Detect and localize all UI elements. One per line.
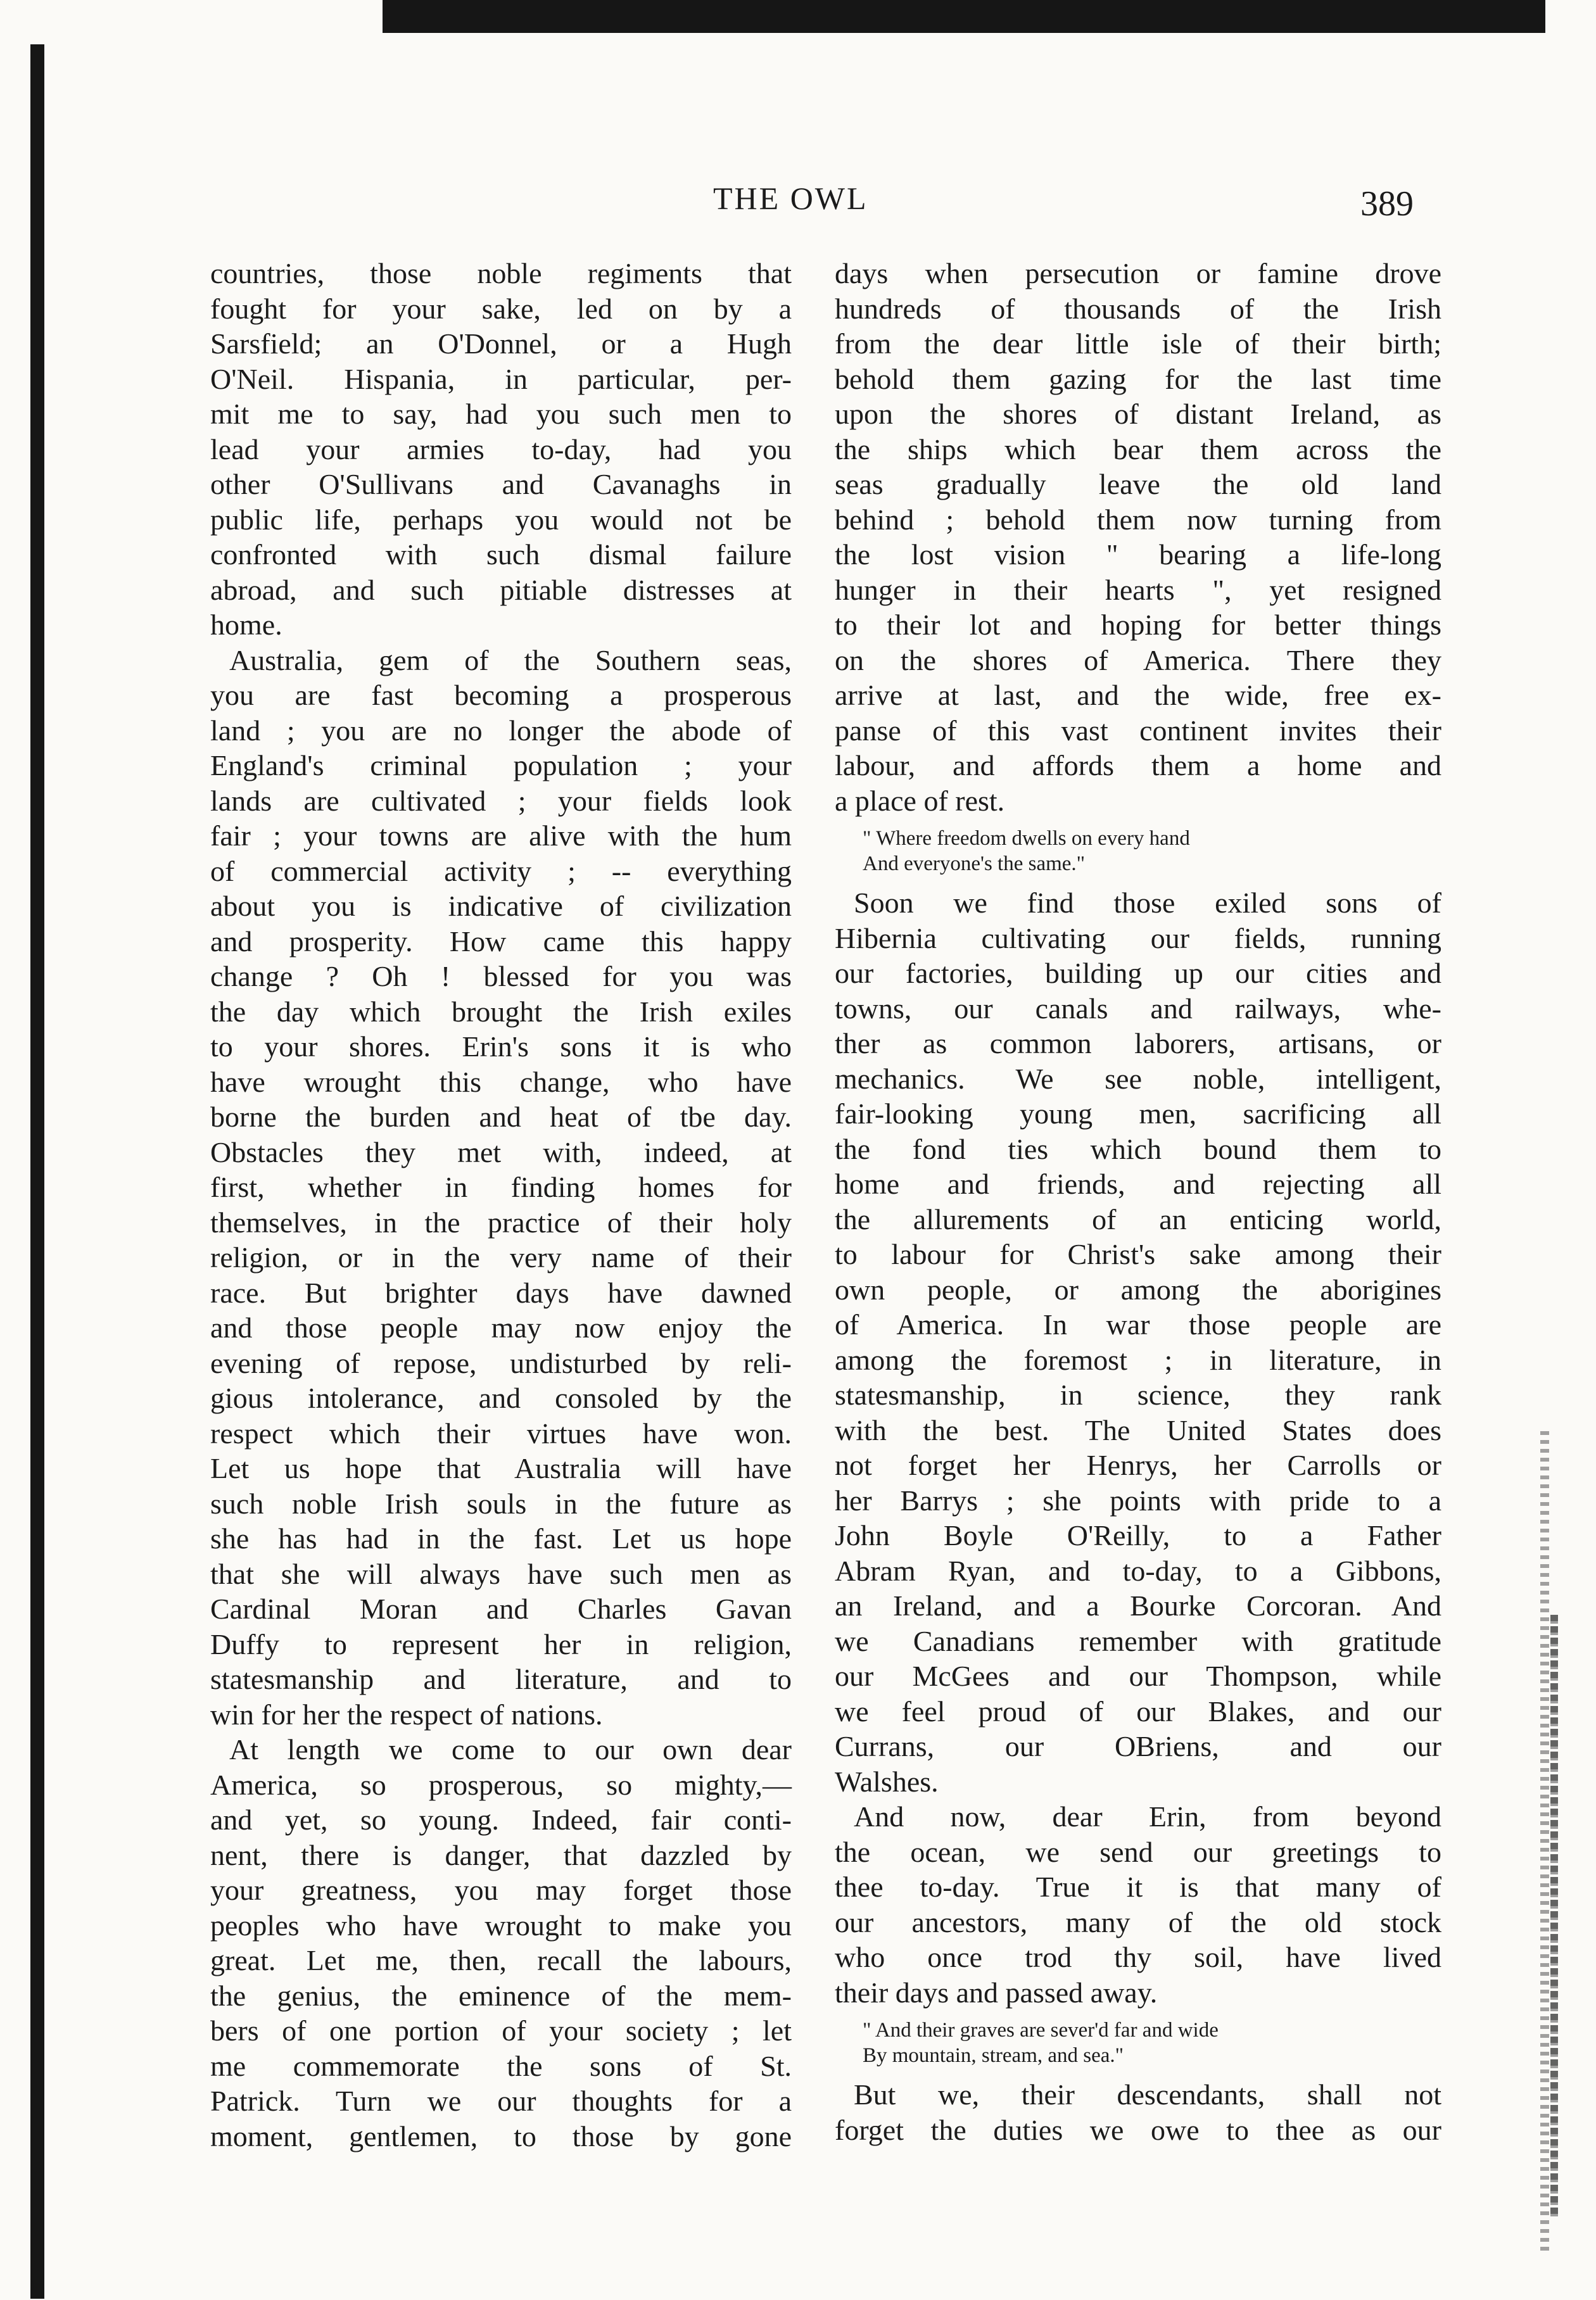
text-line: forget the duties we owe to thee as our: [835, 2113, 1441, 2146]
text-line: behind ; behold them now turning from: [835, 503, 1441, 536]
text-line: from the dear little isle of their birth;: [835, 327, 1441, 360]
text-line: not forget her Henrys, her Carrolls or: [835, 1449, 1441, 1481]
text-line: days when persecution or famine drove: [835, 257, 1441, 289]
verse-line: By mountain, stream, and sea.": [863, 2044, 1124, 2067]
text-line: fair ; your towns are alive with the hum: [210, 819, 792, 852]
text-line: of America. In war those people are: [835, 1308, 1441, 1341]
text-line: lands are cultivated ; your fields look: [210, 784, 792, 817]
text-line: about you is indicative of civilization: [210, 890, 792, 922]
text-line: gious intolerance, and consoled by the: [210, 1382, 792, 1414]
text-line: our McGees and our Thompson, while: [835, 1660, 1441, 1692]
text-line: land ; you are no longer the abode of: [210, 714, 792, 747]
text-line: own people, or among the aborigines: [835, 1273, 1441, 1306]
text-line: moment, gentlemen, to those by gone: [210, 2120, 792, 2152]
text-line: and yet, so young. Indeed, fair conti-: [210, 1804, 792, 1836]
text-line: win for her the respect of nations.: [210, 1698, 603, 1731]
text-line: home.: [210, 609, 282, 641]
text-line: towns, our canals and railways, whe-: [835, 992, 1441, 1025]
text-line: upon the shores of distant Ireland, as: [835, 398, 1441, 430]
text-line: respect which their virtues have won.: [210, 1417, 792, 1450]
text-line: peoples who have wrought to make you: [210, 1909, 792, 1942]
text-line: Abram Ryan, and to-day, to a Gibbons,: [835, 1554, 1441, 1587]
text-line: to labour for Christ's sake among their: [835, 1238, 1441, 1270]
text-line: an Ireland, and a Bourke Corcoran. And: [835, 1589, 1441, 1622]
text-line: Cardinal Moran and Charles Gavan: [210, 1593, 792, 1625]
text-line: great. Let me, then, recall the labours,: [210, 1944, 792, 1976]
text-line: arrive at last, and the wide, free ex-: [835, 679, 1441, 711]
text-line: panse of this vast continent invites their: [835, 714, 1441, 747]
text-line: O'Neil. Hispania, in particular, per-: [210, 362, 792, 395]
text-line: Walshes.: [835, 1765, 939, 1798]
text-line: race. But brighter days have dawned: [210, 1276, 792, 1309]
text-line: Sarsfield; an O'Donnel, or a Hugh: [210, 327, 792, 360]
text-line: the ships which bear them across the: [835, 433, 1441, 465]
text-line: evening of repose, undisturbed by reli-: [210, 1346, 792, 1379]
text-line: fought for your sake, led on by a: [210, 292, 792, 325]
text-line: such noble Irish souls in the future as: [210, 1487, 792, 1520]
text-line: your greatness, you may forget those: [210, 1874, 792, 1906]
text-line: a place of rest.: [835, 784, 1005, 817]
text-line: she has had in the fast. Let us hope: [210, 1522, 792, 1555]
text-line: first, whether in finding homes for: [210, 1171, 792, 1203]
text-line: confronted with such dismal failure: [210, 538, 792, 571]
text-line: Australia, gem of the Southern seas,: [229, 643, 792, 676]
text-line: and those people may now enjoy the: [210, 1311, 792, 1344]
text-line: Patrick. Turn we our thoughts for a: [210, 2085, 792, 2117]
left-column: [210, 256, 792, 2154]
scan-edge-shadow: [30, 44, 44, 2299]
right-column: [835, 256, 1441, 2147]
text-line: the ocean, we send our greetings to: [835, 1835, 1441, 1868]
text-line: Obstacles they met with, indeed, at: [210, 1135, 792, 1168]
text-line: fair-looking young men, sacrificing all: [835, 1097, 1441, 1130]
scan-top-band: [383, 0, 1545, 33]
page-number: 389: [1360, 184, 1414, 224]
text-line: our factories, building up our cities and: [835, 957, 1441, 989]
scan-margin-speckle: [1540, 1431, 1549, 2254]
text-line: on the shores of America. There they: [835, 643, 1441, 676]
text-line: countries, those noble regiments that: [210, 257, 792, 289]
text-line: America, so prosperous, so mighty,—: [210, 1768, 792, 1801]
text-line: seas gradually leave the old land: [835, 468, 1441, 500]
text-line: change ? Oh ! blessed for you was: [210, 960, 792, 992]
text-line: lead your armies to-day, had you: [210, 433, 792, 465]
text-line: our ancestors, many of the old stock: [835, 1905, 1441, 1938]
text-line: Soon we find those exiled sons of: [854, 887, 1441, 919]
text-line: statesmanship, in science, they rank: [835, 1379, 1441, 1411]
text-line: who once trod thy soil, have lived: [835, 1941, 1441, 1973]
text-line: the genius, the eminence of the mem-: [210, 1979, 792, 2012]
text-line: mit me to say, had you such men to: [210, 398, 792, 430]
text-line: her Barrys ; she points with pride to a: [835, 1484, 1441, 1517]
text-line: religion, or in the very name of their: [210, 1241, 792, 1273]
text-line: the day which brought the Irish exiles: [210, 995, 792, 1028]
text-line: me commemorate the sons of St.: [210, 2049, 792, 2082]
text-line: you are fast becoming a prosperous: [210, 679, 792, 711]
scan-margin-speckle: [1550, 1615, 1558, 2216]
verse-line: And everyone's the same.": [863, 852, 1086, 875]
text-line: that she will always have such men as: [210, 1557, 792, 1590]
verse-line: " And their graves are sever'd far and wide: [863, 2019, 1219, 2042]
text-line: abroad, and such pitiable distresses at: [210, 573, 792, 606]
text-line: Let us hope that Australia will have: [210, 1452, 792, 1484]
text-line: Duffy to represent her in religion,: [210, 1627, 792, 1660]
text-line: home and friends, and rejecting all: [835, 1168, 1441, 1200]
text-line: thee to-day. True it is that many of: [835, 1871, 1441, 1903]
text-line: hunger in their hearts ", yet resigned: [835, 573, 1441, 606]
text-line: behold them gazing for the last time: [835, 362, 1441, 395]
text-line: At length we come to our own dear: [229, 1733, 792, 1766]
text-line: of commercial activity ; -- everything: [210, 854, 792, 887]
text-line: the allurements of an enticing world,: [835, 1203, 1441, 1235]
text-line: their days and passed away.: [835, 1976, 1158, 2009]
text-line: nent, there is danger, that dazzled by: [210, 1838, 792, 1871]
text-line: themselves, in the practice of their holy: [210, 1206, 792, 1239]
running-title: THE OWL: [713, 180, 868, 216]
text-line: labour, and affords them a home and: [835, 749, 1441, 781]
text-line: statesmanship and literature, and to: [210, 1663, 792, 1695]
text-line: with the best. The United States does: [835, 1413, 1441, 1446]
text-line: and prosperity. How came this happy: [210, 925, 792, 957]
text-line: the lost vision " bearing a life-long: [835, 538, 1441, 571]
text-line: we feel proud of our Blakes, and our: [835, 1695, 1441, 1728]
text-line: England's criminal population ; your: [210, 749, 792, 781]
text-line: borne the burden and heat of tbe day.: [210, 1101, 792, 1133]
text-line: bers of one portion of your society ; let: [210, 2014, 792, 2047]
text-line: But we, their descendants, shall not: [854, 2078, 1441, 2111]
text-line: to your shores. Erin's sons it is who: [210, 1030, 792, 1063]
text-line: hundreds of thousands of the Irish: [835, 292, 1441, 325]
text-line: among the foremost ; in literature, in: [835, 1343, 1441, 1376]
text-line: public life, perhaps you would not be: [210, 503, 792, 536]
text-line: to their lot and hoping for better things: [835, 609, 1441, 641]
text-line: other O'Sullivans and Cavanaghs in: [210, 468, 792, 500]
text-line: And now, dear Erin, from beyond: [854, 1800, 1441, 1833]
text-line: Currans, our OBriens, and our: [835, 1730, 1441, 1762]
text-line: ther as common laborers, artisans, or: [835, 1027, 1441, 1059]
text-line: have wrought this change, who have: [210, 1065, 792, 1098]
text-line: we Canadians remember with gratitude: [835, 1624, 1441, 1657]
text-line: the fond ties which bound them to: [835, 1132, 1441, 1165]
text-line: John Boyle O'Reilly, to a Father: [835, 1519, 1441, 1551]
text-line: Hibernia cultivating our fields, running: [835, 921, 1441, 954]
text-line: mechanics. We see noble, intelligent,: [835, 1062, 1441, 1095]
verse-line: " Where freedom dwells on every hand: [863, 827, 1190, 850]
